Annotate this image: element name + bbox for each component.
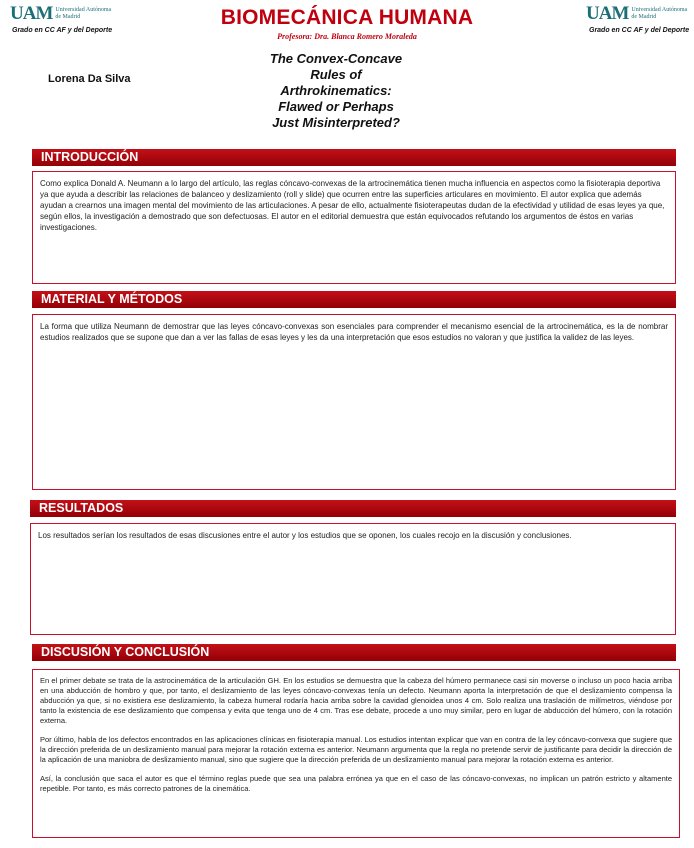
section-body-introduccion [32,171,676,284]
logo-university-name: Universidad Autónoma de Madrid [631,7,688,20]
paper-title-line: The Convex-Concave [269,51,403,66]
professor-label: Profesora: Dra. Blanca Romero Moraleda [277,32,417,41]
section-text: Los resultados serían los resultados de esas discusiones entre el autor y los estudios que se oponen, los cuales recojo en la discusión y conclusiones. [38,531,572,540]
section-paragraph: Así, la conclusión que saca el autor es que el término reglas puede que sea una palabra errónea ya que en el caso de las cóncavo-convexas, no implican un patrón estricto y altamente repetible. Por tanto, es más correcto patrones de la cinemática. [40,774,672,793]
paper-title-line: Flawed or Perhaps [278,99,394,114]
logo-mark: UAM [586,3,629,24]
logo-university-name: Universidad Autónoma de Madrid [55,7,112,20]
degree-label-right: Grado en CC AF y del Deporte [589,27,690,34]
paper-title [250,51,422,131]
section-paragraph: En el primer debate se trata de la astrocinemática de la articulación GH. En los estudios se demuestra que la cabeza del húmero permanece casi sin moverse o incluso un poco hacia arriba en una abducción de hombro y que, por tanto, el deslizamiento de las leyes cóncavo-convexas tenía un defecto. Neumann aporta la interpretación de que el deslizamiento compensa la abducción ya que, si no existiera ese deslizamiento, la cabeza humeral rodaría hacia arriba sobre la cavidad glenoidea unos 4 cm. Solo realiza una traslación de milímetros, viéndose por tanto la existencia de ese deslizamiento que compensa y evita que tenga uno de 4 cm. Tras ese debate, procede a uno muy similar, pero en lugar de abducción del húmero, con la rotación externa. [40,676,672,725]
section-body-discusion [32,669,680,838]
section-text: Como explica Donald A. Neumann a lo largo del artículo, las reglas cóncavo-convexas de la artrocinemática tienen mucha influencia en aspectos como la fisioterapia deportiva ya que ayuda a describir las relaciones de balanceo y deslizamiento (roll y slide) que ocurren entre las superficies articulares en movimiento. El autor explica que además ayudan a crearnos una imagen mental del movimiento de las articulaciones. A pesar de ello, actualmente fisioterapeutas dudan de la efectividad y utilidad de esas leyes ya que, según ellos, la investigación a demostrado que son defectuosas. El autor en el editorial demuestra que están equivocados refutando los argumentos de éstos en varias investigaciones. [40,179,665,232]
degree-label-left: Grado en CC AF y del Deporte [12,27,113,34]
section-header-metodos: MATERIAL Y MÉTODOS [32,291,676,308]
paper-title-line: Arthrokinematics: [280,83,392,98]
section-body-metodos [32,314,676,490]
paper-title-line: Just Misinterpreted? [272,115,400,130]
section-header-resultados: RESULTADOS [30,500,676,517]
author-name: Lorena Da Silva [48,73,131,85]
section-body-resultados [30,523,676,635]
paper-title-line: Rules of [310,67,362,82]
section-paragraph: Por último, habla de los defectos encontrados en las aplicaciones clínicas en fisioterapia manual. Los estudios intentan explicar que van en contra de la ley cóncavo-convexa que sugiere que la dirección preferida de un deslizamiento manual para mejorar la rotación externa es anterior. Neumann argumenta que la regla no pretende servir de justificante para decidir la dirección de la aplicación de una maniobra de deslizamiento manual, sino que sugiere que la dirección preferida de un deslizamiento manual para mejorar la rotación externa es anterior. [40,735,672,764]
logo-mark: UAM [10,3,53,24]
page-title: BIOMECÁNICA HUMANA [220,6,474,29]
section-text: La forma que utiliza Neumann de demostrar que las leyes cóncavo-convexas son esenciales para comprender el mecanismo esencial de la artrocinemática, es la de nombrar estudios realizados que se supone que dan a ver las fallas de esas leyes y les da una interpretación que esos estudios no valoran y que justifica la validez de las leyes. [40,322,668,342]
section-header-discusion: DISCUSIÓN Y CONCLUSIÓN [32,644,676,661]
section-header-introduccion: INTRODUCCIÓN [32,149,676,166]
